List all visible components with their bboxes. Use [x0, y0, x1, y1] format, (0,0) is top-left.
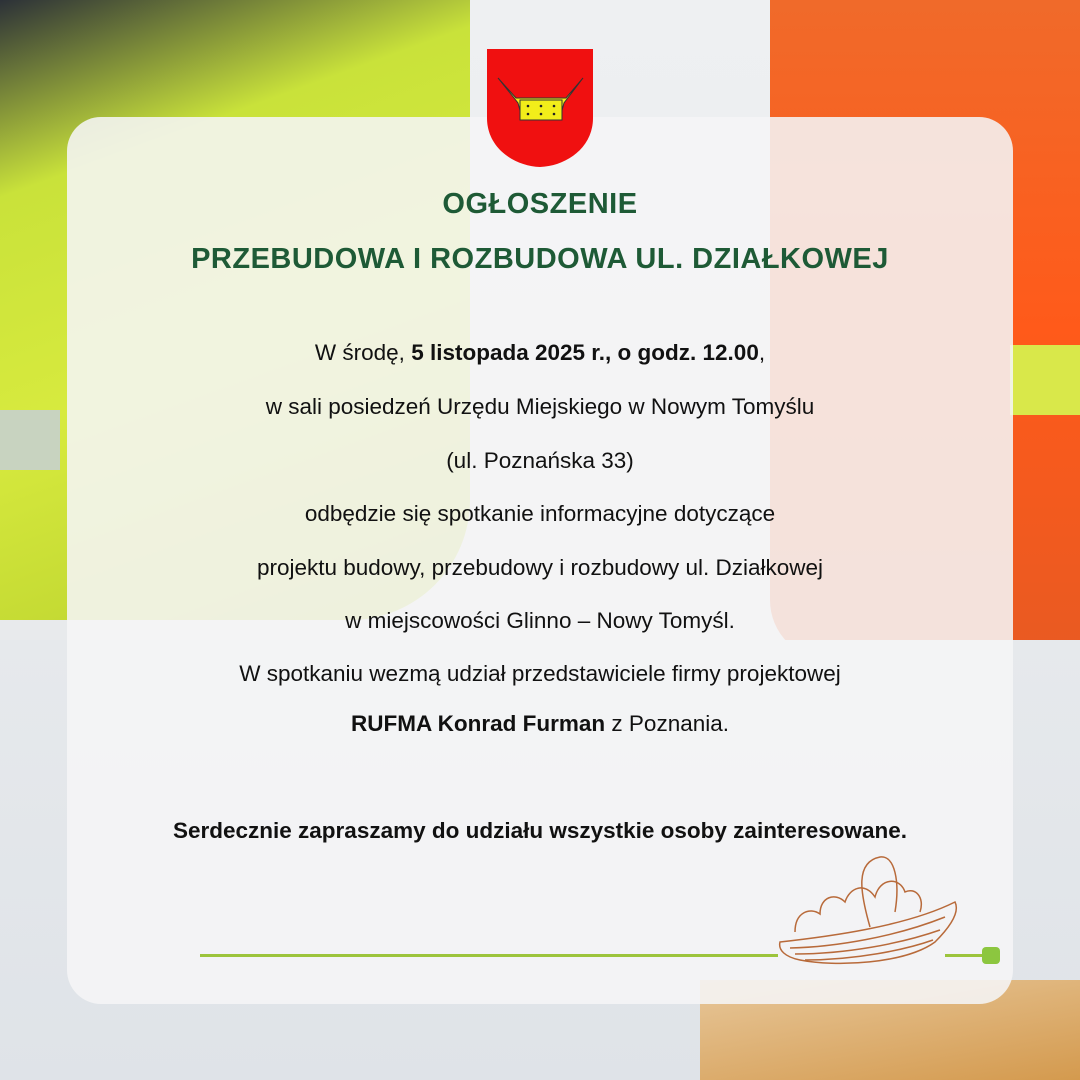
body-line: w sali posiedzeń Urzędu Miejskiego w Nowym Tomyślu: [265, 394, 815, 419]
date-time: 5 listopada 2025 r., o godz. 12.00: [411, 340, 759, 365]
page-subtitle: PRZEBUDOWA I ROZBUDOWA UL. DZIAŁKOWEJ: [191, 243, 889, 275]
body-line: w miejscowości Glinno – Nowy Tomyśl.: [345, 608, 735, 633]
body-line: W spotkaniu wezmą udział przedstawiciele firmy projektowej: [239, 661, 841, 686]
body-line: projektu budowy, przebudowy i rozbudowy ul. Działkowej: [256, 555, 824, 580]
basket-icon: [775, 852, 965, 972]
text: z Poznania.: [605, 711, 729, 736]
page-title: OGŁOSZENIE: [442, 188, 638, 220]
coat-of-arms-icon: [486, 48, 594, 168]
text: ,: [758, 340, 766, 365]
body-line: [0, 711, 1080, 737]
company-name: RUFMA Konrad Furman: [351, 711, 606, 736]
divider-end-square: [982, 947, 1000, 964]
divider-line: [200, 954, 778, 957]
text: W środę,: [314, 340, 412, 365]
body-line: odbędzie się spotkanie informacyjne dotyczące: [304, 501, 776, 526]
body-line: (ul. Poznańska 33): [446, 448, 634, 473]
closing-line: Serdecznie zapraszamy do udziału wszystkie osoby zainteresowane.: [172, 818, 907, 843]
body-line: [0, 340, 1080, 366]
